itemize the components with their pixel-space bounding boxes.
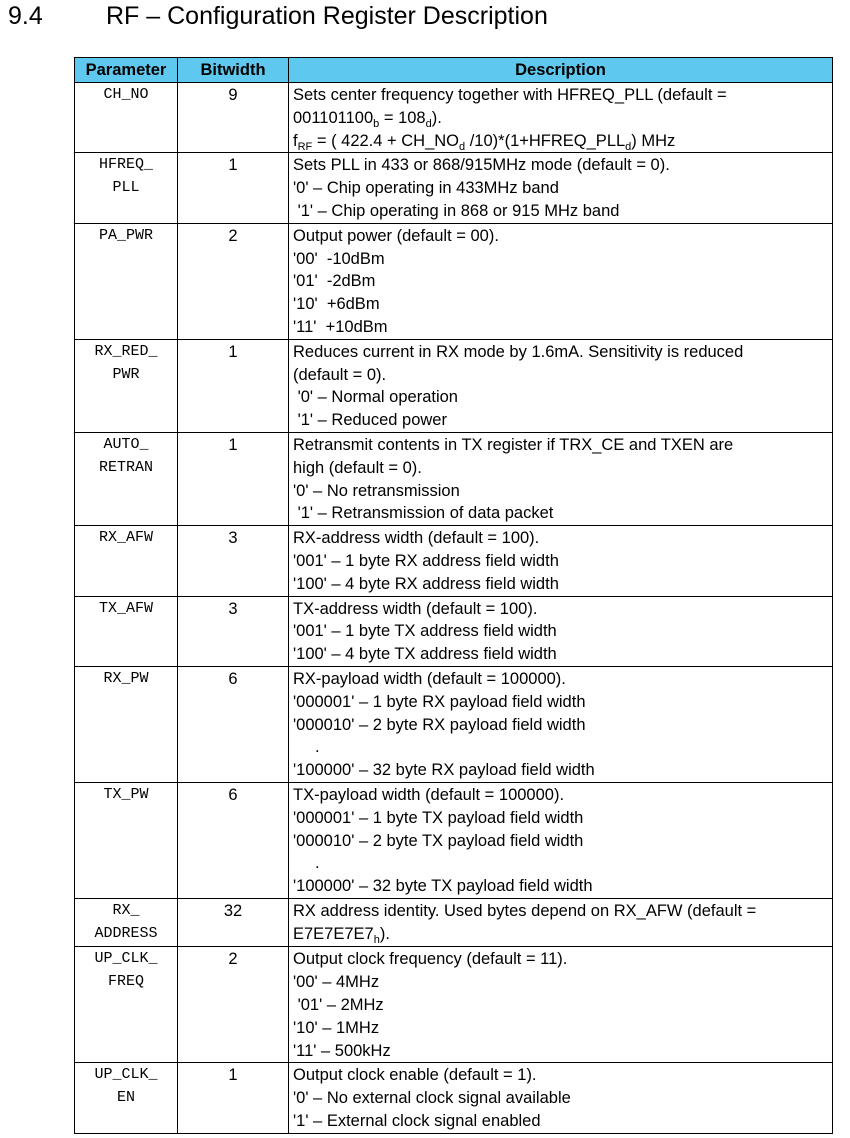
description-line: '00' -10dBm bbox=[293, 249, 385, 268]
parameter-name: ADDRESS bbox=[94, 924, 158, 942]
description-cell bbox=[289, 83, 833, 153]
parameter-name: AUTO_ bbox=[103, 435, 149, 453]
bitwidth-cell: 9 bbox=[178, 83, 289, 153]
description-line: RX-address width (default = 100). bbox=[293, 529, 540, 548]
description-line: '1' – External clock signal enabled bbox=[293, 1112, 541, 1131]
table-row bbox=[75, 339, 833, 432]
description-line: '00' – 4MHz bbox=[293, 973, 380, 992]
table-row bbox=[75, 596, 833, 666]
bitwidth-cell: 1 bbox=[178, 339, 289, 432]
table-row bbox=[75, 432, 833, 525]
parameter-cell bbox=[75, 83, 178, 153]
parameter-cell bbox=[75, 947, 178, 1063]
description-line: $E7E7E7E7_h$). bbox=[293, 924, 390, 946]
table-row bbox=[75, 782, 833, 898]
description-line: '01' – 2MHz bbox=[293, 996, 384, 1015]
parameter-name: PA_PWR bbox=[98, 226, 153, 244]
description-cell bbox=[289, 339, 833, 432]
bitwidth-cell: 32 bbox=[178, 898, 289, 947]
description-cell bbox=[289, 782, 833, 898]
header-parameter: Parameter bbox=[75, 58, 178, 83]
description-line: Output power (default = 00). bbox=[293, 226, 499, 245]
description-line: '000001' – 1 byte RX payload field width bbox=[293, 692, 586, 711]
subscript: d bbox=[425, 117, 432, 130]
description-line: '0' – Chip operating in 433MHz band bbox=[293, 179, 559, 198]
description-line: '001' – 1 byte TX address field width bbox=[293, 622, 557, 641]
parameter-cell bbox=[75, 339, 178, 432]
bitwidth-cell: 6 bbox=[178, 782, 289, 898]
description-cell bbox=[289, 666, 833, 782]
parameter-cell bbox=[75, 432, 178, 525]
table-row bbox=[75, 153, 833, 223]
bitwidth-cell: 6 bbox=[178, 666, 289, 782]
description-line: Retransmit contents in TX register if TRX_CE and TXEN are bbox=[293, 435, 734, 454]
parameter-name: UP_CLK_ bbox=[94, 1066, 158, 1084]
description-line: '000001' – 1 byte TX payload field width bbox=[293, 808, 584, 827]
description-line: RX-payload width (default = 100000). bbox=[293, 669, 566, 688]
description-cell bbox=[289, 898, 833, 947]
description-line: . bbox=[315, 738, 320, 757]
description-cell bbox=[289, 596, 833, 666]
parameter-cell bbox=[75, 596, 178, 666]
table-row bbox=[75, 666, 833, 782]
parameter-name: RX_ bbox=[112, 901, 140, 919]
parameter-name: RX_RED_ bbox=[94, 342, 158, 360]
description-line: '11' – 500kHz bbox=[293, 1041, 391, 1060]
description-line: '11' +10dBm bbox=[293, 317, 388, 336]
description-line: '100000' – 32 byte TX payload field width bbox=[293, 877, 593, 896]
section-number: 9.4 bbox=[8, 2, 43, 30]
description-line: '001' – 1 byte RX address field width bbox=[293, 551, 559, 570]
description-line: Sets center frequency together with HFREQ_PLL (default = bbox=[293, 86, 727, 104]
description-line: '100' – 4 byte RX address field width bbox=[293, 574, 559, 593]
table-header-row bbox=[75, 58, 833, 83]
bitwidth-cell: 3 bbox=[178, 526, 289, 596]
description-line: RX address identity. Used bytes depend on RX_AFW (default = bbox=[293, 901, 757, 920]
description-line: (default = 0). bbox=[293, 365, 387, 384]
section-heading bbox=[8, 2, 548, 31]
parameter-cell bbox=[75, 1063, 178, 1133]
bitwidth-cell: 2 bbox=[178, 947, 289, 1063]
table-row bbox=[75, 526, 833, 596]
description-line: Reduces current in RX mode by 1.6mA. Sensitivity is reduced bbox=[293, 342, 744, 361]
description-line: '000010' – 2 byte TX payload field width bbox=[293, 831, 584, 850]
parameter-cell bbox=[75, 153, 178, 223]
table-row bbox=[75, 1063, 833, 1133]
table-row bbox=[75, 947, 833, 1063]
parameter-name: UP_CLK_ bbox=[94, 950, 158, 968]
register-table bbox=[74, 57, 833, 1134]
description-line: $001101100_b = 108_d$). bbox=[293, 108, 442, 130]
bitwidth-cell: 2 bbox=[178, 223, 289, 339]
description-line: '0' – No retransmission bbox=[293, 481, 460, 500]
parameter-cell bbox=[75, 526, 178, 596]
subscript: RF bbox=[297, 140, 313, 153]
description-line: '1' – Reduced power bbox=[293, 411, 447, 430]
description-line: Output clock frequency (default = 11). bbox=[293, 950, 568, 969]
description-line: '0' – Normal operation bbox=[293, 388, 458, 407]
description-line: '100000' – 32 byte RX payload field width bbox=[293, 761, 595, 780]
subscript: d bbox=[459, 140, 466, 153]
description-line: TX-payload width (default = 100000). bbox=[293, 785, 565, 804]
parameter-name: HFREQ_ bbox=[98, 156, 153, 174]
description-cell bbox=[289, 153, 833, 223]
description-line: Sets PLL in 433 or 868/915MHz mode (default = 0). bbox=[293, 156, 670, 175]
description-cell bbox=[289, 526, 833, 596]
description-cell bbox=[289, 432, 833, 525]
parameter-name: PLL bbox=[112, 179, 140, 197]
subscript: b bbox=[373, 117, 380, 130]
parameter-cell bbox=[75, 223, 178, 339]
description-line: '10' +6dBm bbox=[293, 295, 380, 314]
description-line: '1' – Retransmission of data packet bbox=[293, 504, 554, 523]
description-line: '100' – 4 byte TX address field width bbox=[293, 645, 557, 664]
description-cell bbox=[289, 947, 833, 1063]
description-cell bbox=[289, 1063, 833, 1133]
table-row bbox=[75, 223, 833, 339]
description-line: $f_{RF}$ = ( $422.4 + CH\_NO_d$ $/10)*(1+HFREQ\_PLL_d)$ MHz bbox=[293, 131, 676, 153]
parameter-name: CH_NO bbox=[103, 86, 149, 103]
header-bitwidth: Bitwidth bbox=[178, 58, 289, 83]
parameter-name: RETRAN bbox=[98, 458, 153, 476]
description-cell bbox=[289, 223, 833, 339]
bitwidth-cell: 3 bbox=[178, 596, 289, 666]
bitwidth-cell: 1 bbox=[178, 432, 289, 525]
description-line: '1' – Chip operating in 868 or 915 MHz band bbox=[293, 201, 620, 220]
description-line: . bbox=[315, 854, 320, 873]
section-title: RF – Configuration Register Description bbox=[106, 2, 548, 30]
description-line: '01' -2dBm bbox=[293, 272, 376, 291]
description-line: TX-address width (default = 100). bbox=[293, 599, 538, 618]
description-line: high (default = 0). bbox=[293, 458, 422, 477]
bitwidth-cell: 1 bbox=[178, 1063, 289, 1133]
parameter-name: RX_PW bbox=[103, 669, 149, 687]
subscript: d bbox=[625, 140, 632, 153]
subscript: h bbox=[373, 933, 380, 946]
description-line: '0' – No external clock signal available bbox=[293, 1089, 571, 1108]
parameter-name: TX_AFW bbox=[98, 599, 153, 617]
parameter-name: TX_PW bbox=[103, 785, 149, 803]
table-row bbox=[75, 898, 833, 947]
description-line: '000010' – 2 byte RX payload field width bbox=[293, 715, 586, 734]
description-line: '10' – 1MHz bbox=[293, 1018, 380, 1037]
parameter-name: RX_AFW bbox=[98, 529, 153, 547]
parameter-cell bbox=[75, 898, 178, 947]
parameter-cell bbox=[75, 782, 178, 898]
parameter-name: PWR bbox=[112, 365, 140, 383]
description-line: Output clock enable (default = 1). bbox=[293, 1066, 537, 1085]
parameter-name: FREQ bbox=[107, 973, 144, 991]
parameter-name: EN bbox=[116, 1089, 135, 1107]
parameter-cell bbox=[75, 666, 178, 782]
header-description: Description bbox=[289, 58, 833, 83]
bitwidth-cell: 1 bbox=[178, 153, 289, 223]
table-row bbox=[75, 83, 833, 153]
